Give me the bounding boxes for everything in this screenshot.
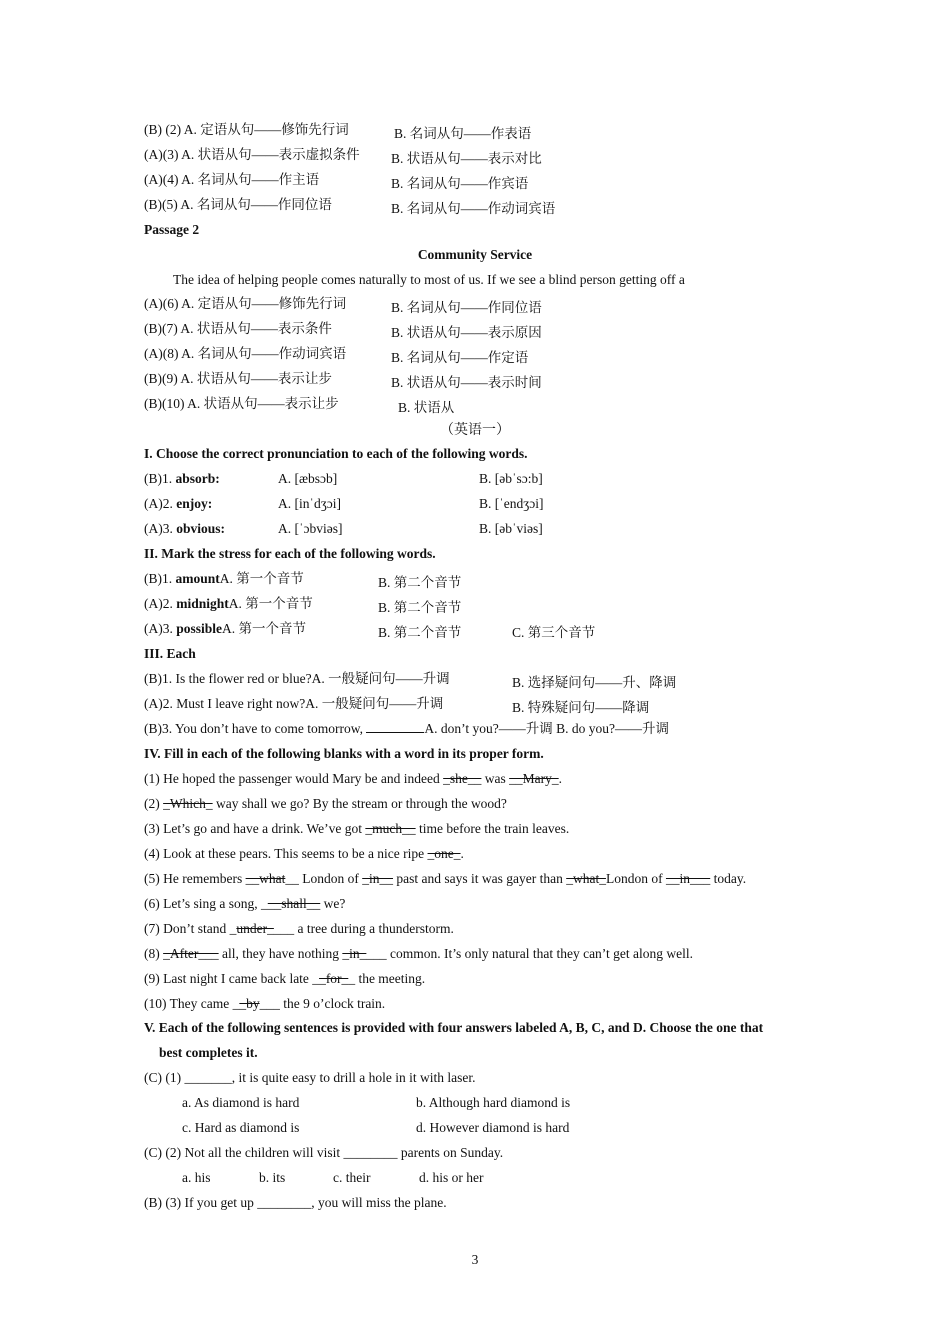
answer-line-7 [144, 321, 332, 337]
answer-line-4 [144, 172, 319, 188]
option-b: B. 状语从句——表示时间 [391, 375, 542, 390]
option-a: 状语从句——表示让步 [203, 396, 339, 411]
option-b: b. its [259, 1170, 286, 1185]
fill-line-6 [144, 896, 345, 912]
text: (3) Let’s go and have a drink. We’ve got [144, 821, 366, 836]
section-title: （英语一） [440, 422, 510, 438]
text: (9) Last night I came back late _ [144, 971, 320, 986]
option-b: B. [əbˈviəs] [479, 521, 543, 536]
option-a: a. As diamond is hard [182, 1095, 300, 1110]
answer-tag: (A)(4) A. [144, 172, 195, 187]
option-a: 定语从句——修饰先行词 [197, 296, 347, 311]
text: __ London of [285, 871, 363, 886]
pron-item-1 [144, 471, 220, 487]
fill-line-1 [144, 771, 562, 787]
text: ___ a tree during a thunderstorm. [273, 921, 454, 936]
passage-heading: Passage 2 [144, 222, 200, 237]
fill-line-5 [144, 871, 746, 887]
option-c: C. 第三个音节 [512, 625, 596, 640]
option-d: d. However diamond is hard [416, 1120, 570, 1135]
item-tag: (B)1. [144, 471, 176, 486]
filled-answer: _much__ [365, 821, 416, 836]
item-word: amount [175, 571, 220, 586]
stress-item-1 [144, 571, 304, 587]
answer-line-5 [144, 197, 332, 213]
item-word: possible [176, 621, 223, 636]
fill-line-7 [144, 921, 454, 937]
item-tag: (A)3. [144, 521, 177, 536]
item-tag: (A)2. [144, 596, 177, 611]
answer-tag: (A)(6) A. [144, 296, 195, 311]
text: (10) They came _ [144, 996, 240, 1011]
answer-tag: (A)(3) A. [144, 147, 195, 162]
item-tag: (A)3. [144, 621, 177, 636]
option-b: B. [ˈendʒɔi] [479, 496, 544, 511]
option-b: B. 状语从句——表示对比 [391, 151, 542, 166]
part5-heading-cont: best completes it. [159, 1045, 258, 1060]
option-b: B. 选择疑问句——升、降调 [512, 675, 677, 690]
option-a: A. [inˈdʒɔi] [278, 496, 341, 511]
option-a: 状语从句——表示让步 [196, 371, 332, 386]
answer-line-3 [144, 147, 360, 163]
filled-answer: __in___ [665, 871, 711, 886]
option-a: 名词从句——作同位语 [196, 197, 332, 212]
stress-item-2 [144, 596, 313, 612]
option-b: B. [əbˈsɔ:b] [479, 471, 543, 486]
option-a: 定语从句——修饰先行词 [200, 122, 349, 137]
option-b: B. 第二个音节 [378, 600, 462, 615]
option-b: B. 名词从句——作同位语 [391, 300, 542, 315]
answer-tag: (A)(8) A. [144, 346, 195, 361]
text: (2) [144, 796, 164, 811]
item-word: absorb: [175, 471, 220, 486]
option-a: A. [ˈɔbviəs] [278, 521, 343, 536]
fill-line-3 [144, 821, 569, 837]
filled-answer: __Mary_ [509, 771, 559, 786]
text: (4) Look at these pears. This seems to be a nice ripe [144, 846, 428, 861]
answer-line-10 [144, 396, 339, 412]
pron-item-3 [144, 521, 225, 537]
question-3: (B) (3) If you get up ________, you will miss the plane. [144, 1195, 447, 1210]
option-b: B. 第二个音节 [378, 625, 462, 640]
option-b: B. 名词从句——作定语 [391, 350, 529, 365]
filled-answer: _After___ [163, 946, 219, 961]
text: we? [320, 896, 346, 911]
text: way shall we go? By the stream or through the wood? [212, 796, 507, 811]
item-tag: (B)1. [144, 571, 176, 586]
intonation-item-1: (B)1. Is the flower red or blue?A. 一般疑问句——升调 [144, 671, 450, 686]
item-word: midnight [176, 596, 229, 611]
text: past and says it was gayer than [392, 871, 567, 886]
fill-line-2 [144, 796, 507, 812]
text: ___ the 9 o’clock train. [259, 996, 386, 1011]
fill-line-4 [144, 846, 464, 862]
answer-tag: (B)(7) A. [144, 321, 194, 336]
text: (5) He remembers [144, 871, 246, 886]
part1-heading: I. Choose the correct pronunciation to each of the following words. [144, 446, 528, 461]
text: time before the train leaves. [415, 821, 570, 836]
intonation-item-3 [144, 721, 669, 737]
text: (1) He hoped the passenger would Mary be and indeed [144, 771, 444, 786]
question-1: (C) (1) _______, it is quite easy to drill a hole in it with laser. [144, 1070, 476, 1085]
filled-answer: _what_ [566, 871, 606, 886]
option-b: B. 第二个音节 [378, 575, 462, 590]
text: was [481, 771, 510, 786]
option-d: d. his or her [419, 1170, 484, 1185]
text: today. [710, 871, 747, 886]
option-a: A. 第一个音节 [219, 571, 304, 586]
text: ___ common. It’s only natural that they can’t get along well. [366, 946, 694, 961]
filled-answer: _by [239, 996, 260, 1011]
filled-answer: _she__ [443, 771, 482, 786]
text: (8) [144, 946, 164, 961]
answer-tag: (B) (2) A. [144, 122, 197, 137]
answer-tag: (B)(10) A. [144, 396, 201, 411]
option-b: b. Although hard diamond is [416, 1095, 571, 1110]
passage-intro: The idea of helping people comes naturally to most of us. If we see a blind person getting off a [173, 272, 685, 287]
text: (6) Let’s sing a song, _ [144, 896, 268, 911]
option-b: B. 状语从 [398, 400, 455, 415]
question-text: (B)3. You don’t have to come tomorrow, [144, 721, 367, 736]
answer-blank [366, 721, 424, 733]
option-b: B. 名词从句——作动词宾语 [391, 201, 556, 216]
option-b: B. 状语从句——表示原因 [391, 325, 542, 340]
text: . [558, 771, 563, 786]
filled-answer: _one_ [427, 846, 461, 861]
passage-title: Community Service [417, 247, 533, 262]
item-word: enjoy: [176, 496, 213, 511]
part2-heading: II. Mark the stress for each of the following words. [144, 546, 436, 561]
option-a: 状语从句——表示虚拟条件 [197, 147, 360, 162]
option-b: B. 名词从句——作宾语 [391, 176, 529, 191]
option-a: A. 第一个音节 [228, 596, 313, 611]
option-a: A. 第一个音节 [222, 621, 307, 636]
part5-heading: V. Each of the following sentences is provided with four answers labeled A, B, C, and D. Choose the one that [144, 1020, 764, 1035]
answer-tag: (B)(9) A. [144, 371, 194, 386]
text: _ the meeting. [348, 971, 426, 986]
filled-answer: _in_ [342, 946, 367, 961]
filled-answer: under_ [236, 921, 274, 936]
text: London of [605, 871, 666, 886]
option-c: c. Hard as diamond is [182, 1120, 300, 1135]
text: . [460, 846, 464, 861]
option-c: c. their [333, 1170, 371, 1185]
option-a: 名词从句——作动词宾语 [197, 346, 347, 361]
item-tag: (A)2. [144, 496, 177, 511]
filled-answer: _for_ [319, 971, 349, 986]
filled-answer: __shall__ [267, 896, 321, 911]
fill-line-8 [144, 946, 693, 962]
filled-answer: _in__ [362, 871, 393, 886]
filled-answer: _Which_ [163, 796, 213, 811]
option-b: B. 特殊疑问句——降调 [512, 700, 650, 715]
item-word: obvious: [176, 521, 226, 536]
stress-item-3 [144, 621, 306, 637]
answer-tag: (B)(5) A. [144, 197, 194, 212]
option-a: 名词从句——作主语 [197, 172, 320, 187]
page-number: 3 [471, 1252, 479, 1267]
question-2: (C) (2) Not all the children will visit ________ parents on Sunday. [144, 1145, 504, 1160]
text: (7) Don’t stand _ [144, 921, 237, 936]
pron-item-2 [144, 496, 212, 512]
answer-line-6 [144, 296, 346, 312]
filled-answer: __what [245, 871, 286, 886]
fill-line-9 [144, 971, 425, 987]
option-a: A. [æbsɔb] [278, 471, 338, 486]
text: all, they have nothing [218, 946, 343, 961]
option-b: B. 名词从句——作表语 [394, 126, 532, 141]
fill-line-10 [144, 996, 385, 1012]
answer-line-2 [144, 122, 349, 138]
part3-heading: III. Each [144, 646, 196, 661]
intonation-item-2: (A)2. Must I leave right now?A. 一般疑问句——升调 [144, 696, 444, 711]
answer-line-8 [144, 346, 346, 362]
option-a: 状语从句——表示条件 [196, 321, 332, 336]
option-a: a. his [182, 1170, 211, 1185]
part4-heading: IV. Fill in each of the following blanks with a word in its proper form. [144, 746, 544, 761]
options-text: A. don’t you?——升调 B. do you?——升调 [424, 721, 669, 736]
answer-line-9 [144, 371, 332, 387]
